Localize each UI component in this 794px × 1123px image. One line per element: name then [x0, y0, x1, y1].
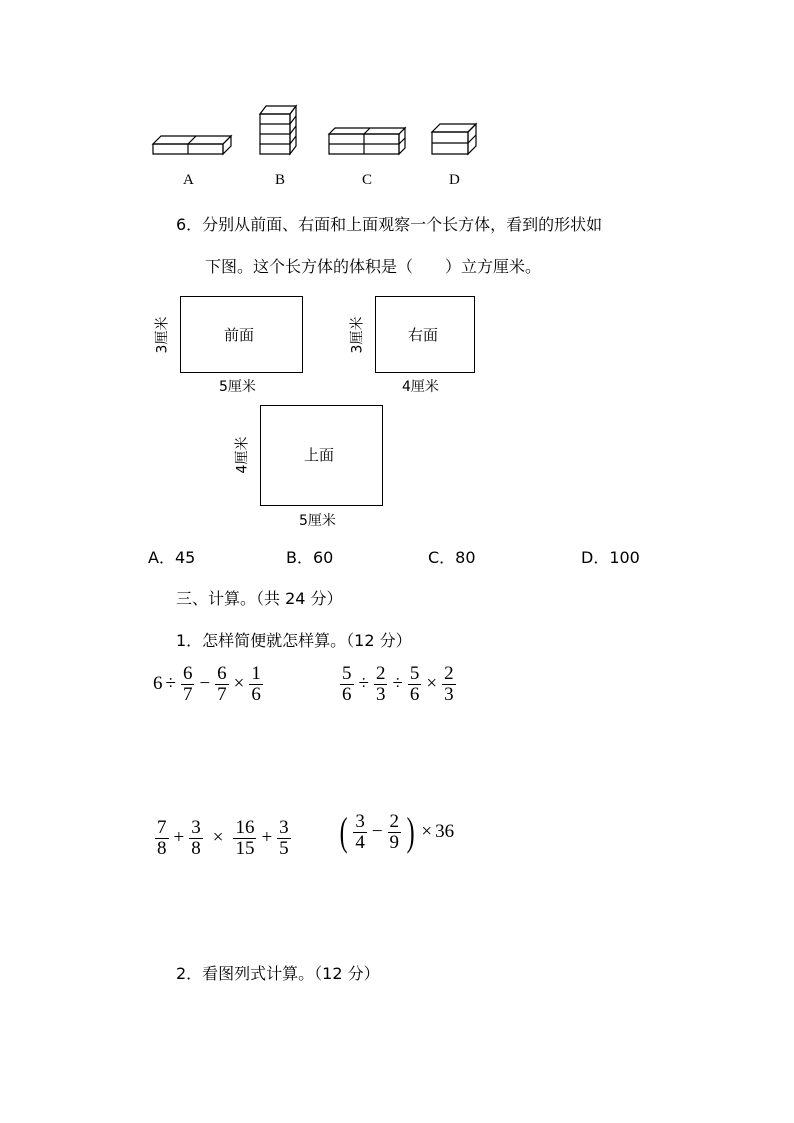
expr2-frac3: $\frac{5}{6}$	[409, 663, 420, 705]
expr1-frac1: $\frac{6}{7}$	[182, 663, 193, 705]
expr1-frac2: $\frac{6}{7}$	[217, 663, 227, 705]
right-view-width: 4厘米	[402, 379, 439, 395]
expr3-frac1: $\frac{7}{8}$	[157, 817, 167, 859]
option-c[interactable]: C．80	[428, 548, 476, 567]
expr2-frac4: $\frac{2}{3}$	[444, 663, 454, 705]
figure-label-b[interactable]: B	[275, 172, 286, 188]
option-a[interactable]: A．45	[148, 548, 196, 567]
question-6-line1: 6．分别从前面、右面和上面观察一个长方体，看到的形状如	[176, 215, 603, 234]
expr1-frac3: $\frac{1}{6}$	[251, 663, 261, 705]
expression-2: $\frac{5}{6}$ ÷ $\frac{2}{3}$ ÷ $\frac{5}{6}$ × $\frac{2}{3}$	[342, 663, 454, 705]
top-view-label: 上面	[304, 446, 335, 464]
expr4-frac1: $\frac{3}{4}$	[355, 811, 365, 853]
figure-d	[432, 124, 476, 154]
figure-c	[329, 128, 405, 154]
figure-a	[153, 136, 231, 154]
expr3-frac4: $\frac{3}{5}$	[279, 817, 289, 859]
cuboid-figures	[145, 100, 485, 160]
right-view-height: 3厘米	[349, 316, 366, 354]
figure-label-c[interactable]: C	[362, 172, 373, 188]
option-b[interactable]: B．60	[286, 548, 334, 567]
expr1-lead: 6	[153, 673, 163, 695]
expr3-frac2: $\frac{3}{8}$	[191, 817, 201, 859]
expression-3: $\frac{7}{8}$ + $\frac{3}{8}$ × $\frac{16}{15}$ + $\frac{3}{5}$	[157, 817, 289, 859]
right-view-rect	[375, 296, 475, 373]
question-6-line2: 下图。这个长方体的体积是（ ）立方厘米。	[205, 257, 542, 276]
expr2-frac1: $\frac{5}{6}$	[342, 663, 352, 705]
front-view-label: 前面	[224, 326, 255, 344]
top-view-height: 4厘米	[234, 436, 251, 474]
expr4-tail: 36	[435, 821, 455, 843]
section-3-sub1: 1．怎样简便就怎样算。（12 分）	[176, 631, 412, 650]
figure-label-a[interactable]: A	[183, 172, 194, 188]
right-view-label: 右面	[408, 326, 439, 344]
front-view-width: 5厘米	[219, 379, 256, 395]
option-d[interactable]: D．100	[581, 548, 640, 567]
figure-label-d[interactable]: D	[449, 172, 460, 188]
expr2-frac2: $\frac{2}{3}$	[375, 663, 386, 705]
section-3-sub2: 2．看图列式计算。（12 分）	[176, 964, 380, 983]
top-view-width: 5厘米	[299, 513, 336, 529]
expr4-frac2: $\frac{2}{9}$	[389, 811, 400, 853]
section-3-title: 三、计算。（共 24 分）	[176, 589, 343, 608]
front-view-rect	[180, 296, 303, 373]
top-view-rect	[260, 405, 383, 506]
figure-b	[260, 106, 296, 154]
expr3-frac3: $\frac{16}{15}$	[235, 817, 255, 859]
expression-4: ( $\frac{3}{4}$ − $\frac{2}{9}$ ) × 36	[339, 809, 455, 855]
front-view-height: 3厘米	[154, 316, 171, 354]
expression-1: 6 ÷ $\frac{6}{7}$ − $\frac{6}{7}$ × $\frac{1}{6}$	[153, 663, 261, 705]
